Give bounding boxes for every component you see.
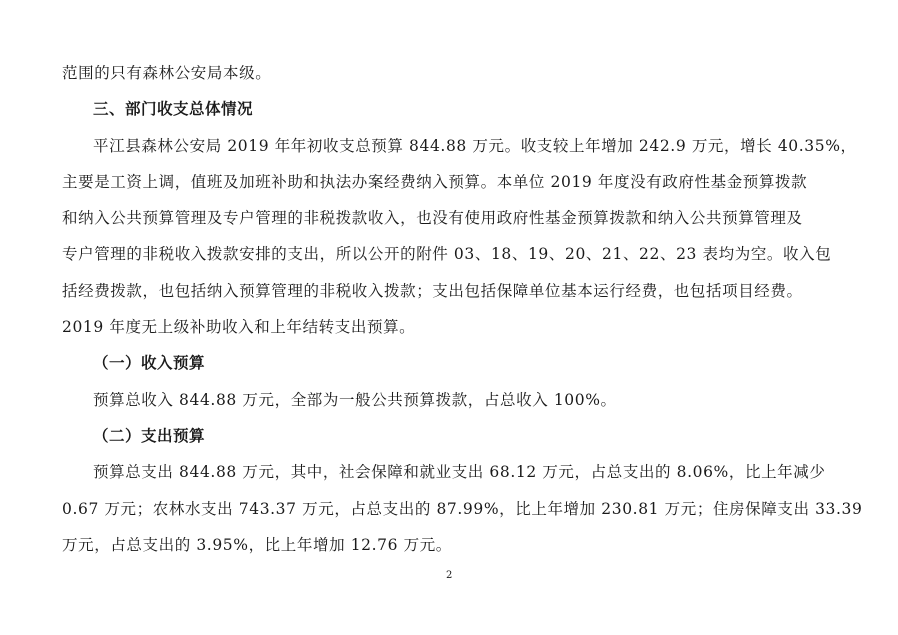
paragraph-line: 万元，占总支出的 3.95%，比上年增加 12.76 万元。: [62, 536, 452, 554]
paragraph-line: 专户管理的非税收入拨款安排的支出，所以公开的附件 03、18、19、20、21、22、23 表均为空。收入包: [62, 245, 832, 263]
subsection-heading-income: （一）收入预算: [93, 354, 206, 372]
paragraph-line: 0.67 万元；农林水支出 743.37 万元，占总支出的 87.99%，比上年增加 230.81 万元；住房保障支出 33.39: [62, 500, 863, 518]
paragraph-line: 2019 年度无上级补助收入和上年结转支出预算。: [62, 318, 416, 336]
paragraph-line: 主要是工资上调，值班及加班补助和执法办案经费纳入预算。本单位 2019 年度没有政府性基金预算拨款: [62, 173, 808, 191]
page-number: 2: [446, 570, 453, 581]
paragraph-line: 预算总支出 844.88 万元，其中，社会保障和就业支出 68.12 万元，占总支出的 8.06%，比上年减少: [93, 463, 826, 481]
paragraph-line: 范围的只有森林公安局本级。: [62, 64, 272, 82]
paragraph-line: 括经费拨款，也包括纳入预算管理的非税收入拨款；支出包括保障单位基本运行经费，也包括项目经费。: [62, 282, 803, 300]
subsection-heading-expenditure: （二）支出预算: [93, 427, 206, 445]
section-heading: 三、部门收支总体情况: [93, 100, 254, 118]
paragraph-line: 平江县森林公安局 2019 年年初收支总预算 844.88 万元。收支较上年增加 242.9 万元，增长 40.35%，: [93, 137, 857, 155]
paragraph-line: 和纳入公共预算管理及专户管理的非税拨款收入，也没有使用政府性基金预算拨款和纳入公共预算管理及: [62, 209, 803, 227]
paragraph-line: 预算总收入 844.88 万元，全部为一般公共预算拨款，占总收入 100%。: [93, 391, 617, 409]
